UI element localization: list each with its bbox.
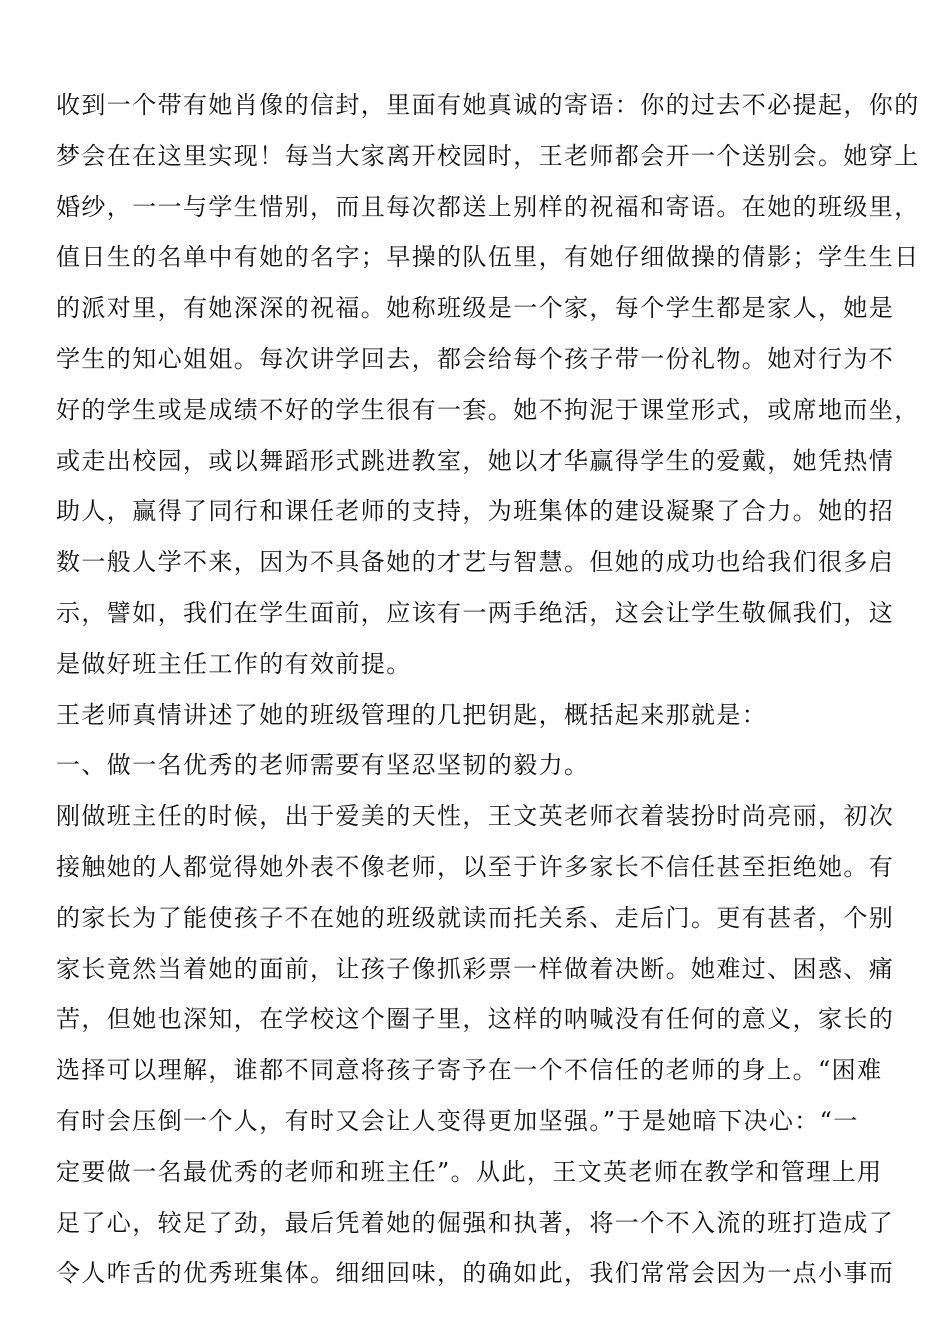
text-line: 的家长为了能使孩子不在她的班级就读而托关系、走后门。更有甚者，个别 <box>56 903 895 932</box>
text-line: 家长竟然当着她的面前，让孩子像抓彩票一样做着决断。她难过、困惑、痛 <box>56 954 895 983</box>
text-line: 定要做一名最优秀的老师和班主任”。从此，王文英老师在教学和管理上用 <box>56 1157 883 1186</box>
text-line: 是做好班主任工作的有效前提。 <box>56 649 412 678</box>
text-line: 令人咋舌的优秀班集体。细细回味，的确如此，我们常常会因为一点小事而 <box>56 1259 895 1288</box>
text-line: 婚纱，一一与学生惜别，而且每次都送上别样的祝福和寄语。在她的班级里， <box>56 192 920 221</box>
text-line: 或走出校园，或以舞蹈形式跳进教室，她以才华赢得学生的爱戴，她凭热情 <box>56 446 895 475</box>
text-line: 王老师真情讲述了她的班级管理的几把钥匙，概括起来那就是： <box>56 700 768 729</box>
text-line: 好的学生或是成绩不好的学生很有一套。她不拘泥于课堂形式，或席地而坐， <box>56 395 920 424</box>
body-text <box>56 80 920 1299</box>
text-line: 收到一个带有她肖像的信封，里面有她真诚的寄语：你的过去不必提起，你的 <box>56 91 920 119</box>
text-line: 值日生的名单中有她的名字；早操的队伍里，有她仔细做操的倩影；学生生日 <box>56 243 920 272</box>
text-line: 示，譬如，我们在学生面前，应该有一两手绝活，这会让学生敬佩我们，这 <box>56 598 895 627</box>
text-line: 刚做班主任的时候，出于爱美的天性，王文英老师衣着装扮时尚亮丽，初次 <box>56 802 895 831</box>
text-line: 助人，赢得了同行和课任老师的支持，为班集体的建设凝聚了合力。她的招 <box>56 497 895 526</box>
text-line: 接触她的人都觉得她外表不像老师，以至于许多家长不信任甚至拒绝她。有 <box>56 852 895 881</box>
text-line: 足了心，较足了劲，最后凭着她的倔强和执著，将一个不入流的班打造成了 <box>56 1208 895 1237</box>
text-line: 选择可以理解，谁都不同意将孩子寄予在一个不信任的老师的身上。“困难 <box>56 1056 883 1085</box>
text-line: 的派对里，有她深深的祝福。她称班级是一个家，每个学生都是家人，她是 <box>56 294 895 323</box>
text-line: 梦会在在这里实现！每当大家离开校园时，王老师都会开一个送别会。她穿上 <box>56 141 920 170</box>
text-line: 苦，但她也深知，在学校这个圈子里，这样的呐喊没有任何的意义，家长的 <box>56 1005 895 1034</box>
text-line: 学生的知心姐姐。每次讲学回去，都会给每个孩子带一份礼物。她对行为不 <box>56 344 895 373</box>
text-line: 数一般人学不来，因为不具备她的才艺与智慧。但她的成功也给我们很多启 <box>56 548 895 577</box>
section-heading: 一、做一名优秀的老师需要有坚忍坚韧的毅力。 <box>56 751 590 780</box>
text-line: 有时会压倒一个人，有时又会让人变得更加坚强。”于是她暗下决心：“一 <box>56 1106 859 1135</box>
